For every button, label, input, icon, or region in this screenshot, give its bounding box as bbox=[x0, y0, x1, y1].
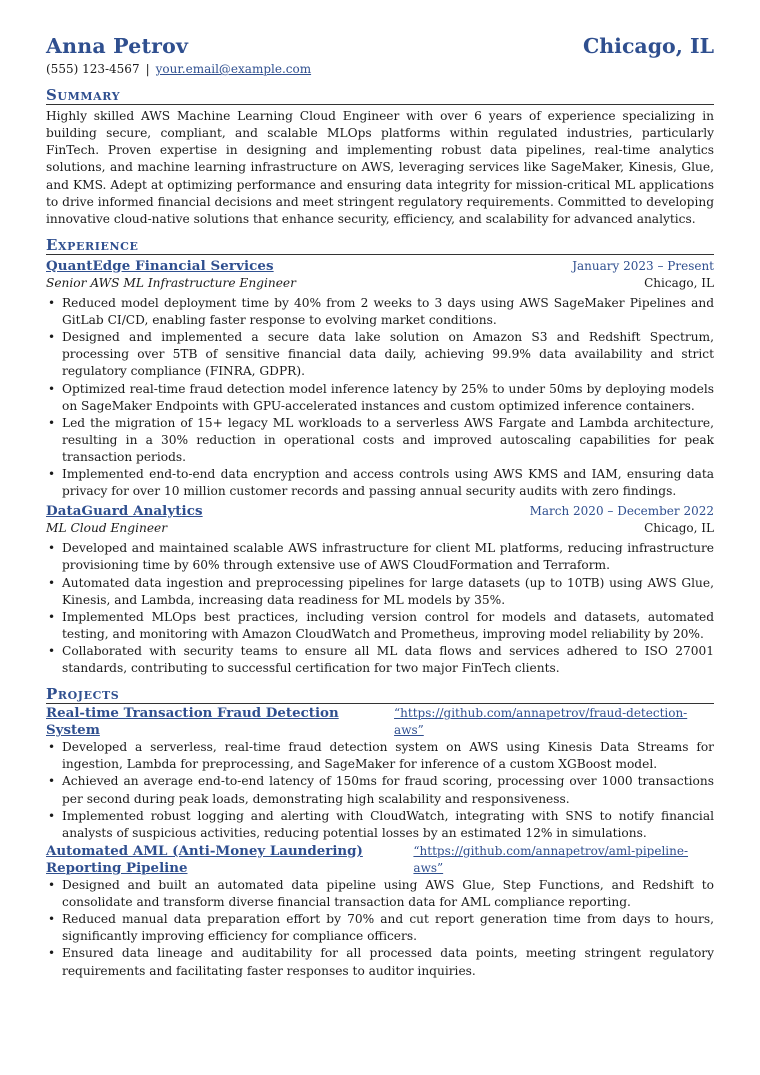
summary-heading: Summary bbox=[46, 86, 714, 105]
job-location: Chicago, IL bbox=[644, 521, 714, 536]
bullet-item: • Implemented robust logging and alerting with CloudWatch, integrating with SNS to notify financial analysts of suspicious activities, reducing potential losses by an estimated 12% in simulations. bbox=[46, 808, 714, 842]
phone-number: (555) 123-4567 bbox=[46, 62, 140, 77]
job-entry bbox=[46, 503, 714, 677]
header-location: Chicago, IL bbox=[582, 34, 714, 58]
resume-header bbox=[46, 34, 714, 58]
project-link[interactable]: “https://github.com/annapetrov/aml-pipeline-aws” bbox=[413, 843, 689, 875]
bullet-item: • Implemented MLOps best practices, including version control for models and datasets, automated testing, and monitoring with Amazon CloudWatch and Prometheus, improving model reliability by 20%. bbox=[46, 609, 714, 643]
job-dates: March 2020 – December 2022 bbox=[529, 504, 714, 519]
email-link[interactable]: your.email@example.com bbox=[155, 62, 312, 77]
job-bullets bbox=[46, 295, 714, 500]
bullet-item: • Achieved an average end-to-end latency of 150ms for fraud scoring, processing over 1000 transactions per second during peak loads, demonstrating high scalability and responsiveness. bbox=[46, 773, 714, 807]
bullet-item: • Designed and built an automated data pipeline using AWS Glue, Step Functions, and Redshift to consolidate and transform diverse financial transaction data for AML compliance reporting. bbox=[46, 877, 714, 911]
bullet-item: • Developed a serverless, real-time fraud detection system on AWS using Kinesis Data Streams for ingestion, Lambda for preprocessing, and SageMaker for inference of a custom XGBoost model. bbox=[46, 739, 714, 773]
experience-heading: Experience bbox=[46, 236, 714, 255]
bullet-item: • Designed and implemented a secure data lake solution on Amazon S3 and Redshift Spectrum, processing over 5TB of sensitive financial data daily, achieving 99.9% data availability and strict regulatory compliance (FINRA, GDPR). bbox=[46, 329, 714, 380]
project-link[interactable]: “https://github.com/annapetrov/fraud-detection-aws” bbox=[394, 706, 688, 738]
job-role: Senior AWS ML Infrastructure Engineer bbox=[46, 275, 296, 290]
project-title[interactable]: Automated AML (Anti-Money Laundering) Reporting Pipeline bbox=[46, 842, 363, 876]
company-name[interactable]: QuantEdge Financial Services bbox=[46, 257, 274, 274]
job-entry bbox=[46, 258, 714, 500]
job-bullets bbox=[46, 540, 714, 677]
bullet-item: • Implemented end-to-end data encryption and access controls using AWS KMS and IAM, ensuring data privacy for over 10 million customer records and passing annual security audits with zero findings. bbox=[46, 466, 714, 500]
project-entry bbox=[46, 705, 714, 842]
project-bullets bbox=[46, 877, 714, 980]
job-dates: January 2023 – Present bbox=[572, 258, 714, 273]
bullet-item: • Reduced model deployment time by 40% from 2 weeks to 3 days using AWS SageMaker Pipelines and GitLab CI/CD, enabling faster response to evolving market conditions. bbox=[46, 295, 714, 329]
contact-line bbox=[46, 61, 714, 78]
project-title[interactable]: Real-time Transaction Fraud Detection System bbox=[46, 705, 339, 739]
company-name[interactable]: DataGuard Analytics bbox=[46, 503, 203, 520]
bullet-item: • Led the migration of 15+ legacy ML workloads to a serverless AWS Fargate and Lambda architecture, resulting in a 30% reduction in operational costs and improved autoscaling capabilities for peak transaction periods. bbox=[46, 415, 714, 466]
project-entry bbox=[46, 843, 714, 980]
summary-text: Highly skilled AWS Machine Learning Cloud Engineer with over 6 years of experience specializing in building secure, compliant, and scalable MLOps platforms within regulated industries, particularly FinTech. Proven expertise in designing and implementing robust data pipelines, real-time analytics solutions, and machine learning infrastructure on AWS, leveraging services like SageMaker, Kinesis, Glue, and KMS. Adept at optimizing performance and ensuring data integrity for mission-critical ML applications to drive informed financial decisions and meet stringent regulatory requirements. Committed to developing innovative cloud-native solutions that enhance security, efficiency, and scalability for advanced analytics. bbox=[46, 109, 714, 226]
bullet-item: • Ensured data lineage and auditability for all processed data points, meeting stringent regulatory requirements and facilitating faster responses to auditor inquiries. bbox=[46, 945, 714, 979]
bullet-item: • Optimized real-time fraud detection model inference latency by 25% to under 50ms by deploying models on SageMaker Endpoints with GPU-accelerated instances and custom optimized inference containers. bbox=[46, 381, 714, 415]
bullet-item: • Automated data ingestion and preprocessing pipelines for large datasets (up to 10TB) using AWS Glue, Kinesis, and Lambda, increasing data readiness for ML models by 35%. bbox=[46, 575, 714, 609]
job-location: Chicago, IL bbox=[644, 275, 714, 290]
job-role: ML Cloud Engineer bbox=[46, 521, 168, 536]
bullet-item: • Developed and maintained scalable AWS infrastructure for client ML platforms, reducing infrastructure provisioning time by 60% through extensive use of AWS CloudFormation and Terraform. bbox=[46, 540, 714, 574]
bullet-item: • Collaborated with security teams to ensure all ML data flows and services adhered to ISO 27001 standards, contributing to successful certification for two major FinTech clients. bbox=[46, 643, 714, 677]
contact-separator: | bbox=[145, 62, 150, 77]
bullet-item: • Reduced manual data preparation effort by 70% and cut report generation time from days to hours, significantly improving efficiency for compliance officers. bbox=[46, 911, 714, 945]
candidate-name: Anna Petrov bbox=[46, 34, 189, 58]
project-bullets bbox=[46, 739, 714, 842]
projects-heading: Projects bbox=[46, 685, 714, 704]
